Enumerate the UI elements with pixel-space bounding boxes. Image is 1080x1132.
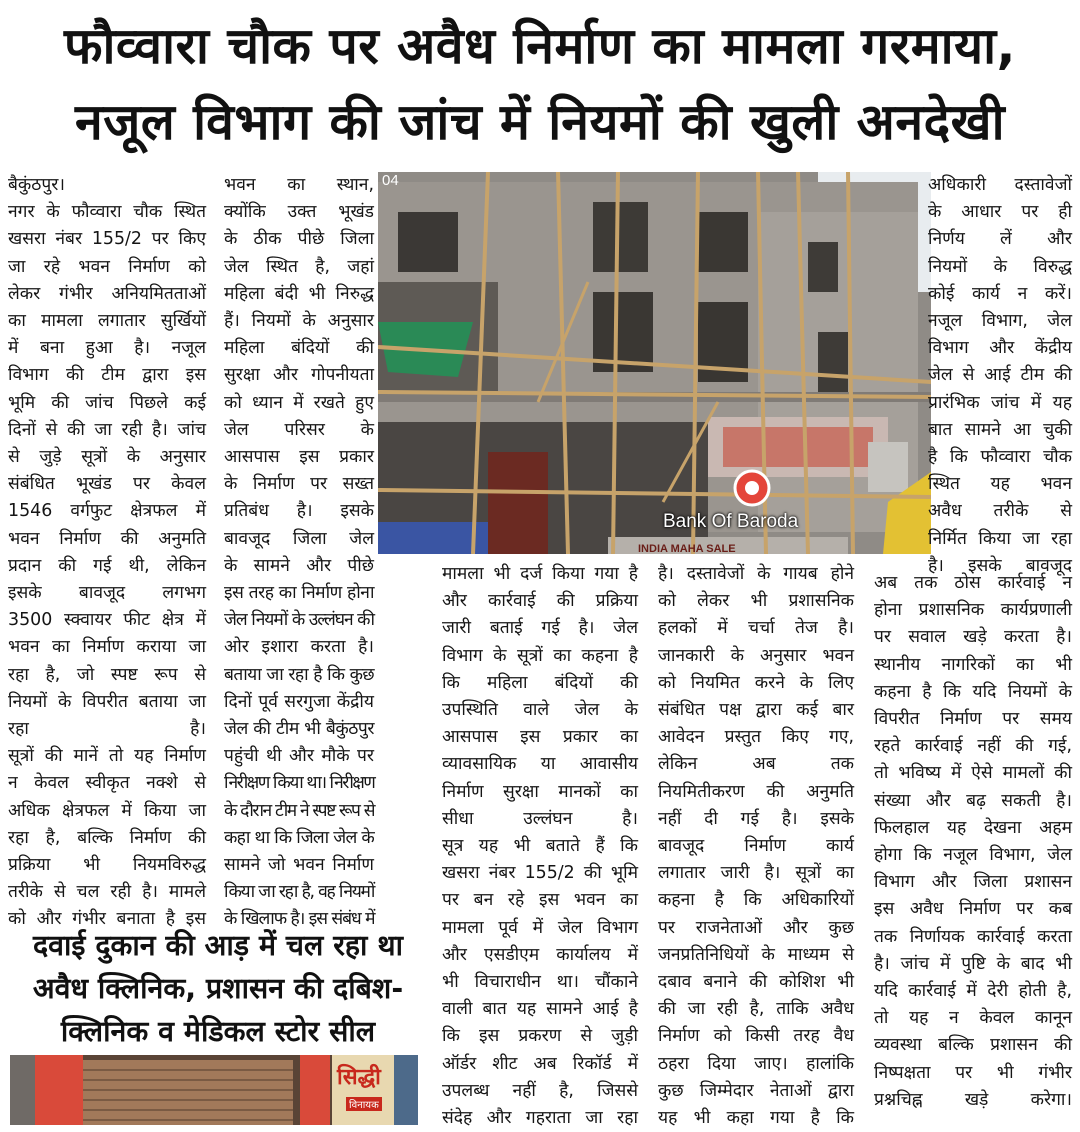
article-line: बावजूद जिला जेल (224, 528, 374, 549)
article-line: आवेदन प्रस्तुत किए गए, (658, 727, 854, 748)
article-line: सामने जो भवन निर्माण (224, 855, 374, 876)
article-line: प्रारंभिक जांच में यह (928, 392, 1072, 413)
article-line: महिला बंदी भी निरुद्ध (224, 283, 374, 304)
article-line: विभाग और केंद्रीय (928, 338, 1072, 359)
article-line: से जुड़े सूत्रों के अनुसार (8, 447, 206, 468)
article-line: पहुंची थी और मौके पर (224, 746, 374, 767)
article-line: निरीक्षण किया था। निरीक्षण (224, 773, 375, 794)
article-line: प्रक्रिया भी नियमविरुद्ध (8, 855, 206, 876)
article-line: जारी बताई गई है। जेल (442, 618, 638, 639)
article-line: व्यवस्था बल्कि प्रशासन की (874, 1035, 1072, 1056)
article-line: बावजूद निर्माण कार्य (658, 836, 854, 857)
article-line: उपलब्ध नहीं है, जिससे (442, 1080, 638, 1101)
article-line: निष्पक्षता पर भी गंभीर (874, 1062, 1072, 1083)
second-story-headline-line-2: अवैध क्लिनिक, प्रशासन की दबिश- (32, 972, 404, 1005)
article-line: अधिक क्षेत्रफल में किया जा (8, 800, 206, 821)
article-column-1 (8, 172, 206, 934)
article-line: विपरीत निर्माण पर समय (874, 709, 1072, 730)
article-line: यह भी कहा गया है कि (658, 1108, 854, 1129)
article-line: नियमितीकरण की अनुमति (658, 781, 854, 802)
article-line: रहा है। (8, 719, 206, 740)
construction-photo (378, 172, 931, 554)
article-line: निर्माण सुरक्षा मानकों का (442, 781, 638, 802)
article-line: भवन का स्थान, (224, 175, 374, 195)
article-line: खसरा नंबर 155/2 की भूमि (442, 863, 638, 884)
article-line: इस तरह का निर्माण होना (224, 583, 374, 604)
article-line: भवन का निर्माण कराया जा (8, 637, 206, 658)
article-line: संख्या और बढ़ सकती है। (874, 790, 1072, 811)
article-line: जेल स्थित है, जहां (224, 256, 374, 277)
article-line: के दौरान टीम ने स्पष्ट रूप से (224, 800, 374, 821)
article-line: भवन निर्माण की अनुमति (8, 528, 206, 549)
article-line: बताया जा रहा है कि कुछ (224, 664, 374, 685)
photo-counter: 04 (382, 172, 399, 189)
article-line: किया जा रहा है, वह नियमों (224, 882, 374, 903)
article-line: तरीके से चल रही है। मामले (8, 882, 206, 903)
article-line: महिला बंदियों की (224, 338, 374, 359)
article-line: विभाग की टीम द्वारा इस (8, 365, 206, 386)
article-line: इसके बावजूद लगभग (8, 583, 206, 604)
medical-store-photo (10, 1055, 418, 1125)
building-illustration (378, 172, 931, 554)
article-line: वाली बात यह सामने आई है (442, 999, 638, 1020)
article-line: कि इस प्रकरण से जुड़ी (442, 1026, 638, 1047)
article-line: हलकों में चर्चा तेज है। (658, 618, 854, 639)
article-line: भी विचाराधीन था। चौंकाने (442, 972, 638, 993)
article-line: कहना है कि अधिकारियों (658, 890, 854, 911)
article-line: 3500 स्क्वायर फीट क्षेत्र में (8, 610, 206, 631)
article-line: जेल परिसर के (224, 419, 374, 440)
article-line: उपस्थिति वाले जेल के (442, 700, 638, 721)
article-line: सूत्रों की मानें तो यह निर्माण (8, 746, 206, 767)
article-line: सूत्र यह भी बताते हैं कि (442, 836, 638, 857)
article-line: सीधा उल्लंघन है। (442, 808, 638, 829)
article-line: रहा है, बल्कि निर्माण की (8, 827, 206, 848)
article-line: में बना हुआ है। नजूल (8, 338, 206, 359)
store-sign-subtext: विनायक (346, 1097, 382, 1111)
article-line: निर्माण को किसी तरह वैध (658, 1026, 854, 1047)
article-line: बैकुंठपुर। (8, 175, 65, 195)
article-line: तो यह न केवल कानून (874, 1008, 1072, 1029)
article-line: संबंधित भूखंड पर केवल (8, 474, 206, 495)
main-headline-line-2: नजूल विभाग की जांच में नियमों की खुली अनदेखी (74, 93, 1006, 151)
article-line: जेल की टीम भी बैकुंठपुर (224, 719, 374, 740)
article-line: इस अवैध निर्माण पर कब (874, 899, 1072, 920)
article-line: न केवल स्वीकृत नक्शे से (8, 773, 206, 794)
article-line: जनप्रतिनिधियों के माध्यम से (658, 944, 854, 965)
second-story-headline-line-3: क्लिनिक व मेडिकल स्टोर सील (60, 1015, 376, 1048)
article-line: लेकिन अब तक (658, 754, 854, 775)
article-line: ठहरा दिया जाए। हालांकि (658, 1053, 854, 1074)
article-line: ओर इशारा करता है। (224, 637, 374, 658)
article-line: कोई कार्य न करें। (928, 283, 1072, 304)
article-line: खसरा नंबर 155/2 पर किए (8, 229, 206, 250)
article-line: के खिलाफ है। इस संबंध में (224, 909, 375, 930)
article-line: दिनों से की जा रही है। जांच (8, 419, 206, 440)
article-line: अवैध तरीके से (928, 501, 1072, 522)
article-line: को ध्यान में रखते हुए (224, 392, 374, 413)
article-line: पर राजनेताओं और कुछ (658, 917, 854, 938)
article-line: भूमि की जांच पिछले कई (8, 392, 206, 413)
article-line: प्रतिबंध है। इसके (224, 501, 374, 522)
article-line: यदि कार्रवाई में देरी होती है, (874, 981, 1072, 1002)
article-line: बात सामने आ चुकी (928, 419, 1072, 440)
article-line: हैं। नियमों के अनुसार (224, 311, 374, 332)
article-line: स्थित यह भवन (928, 474, 1072, 495)
article-line: लगातार जारी है। सूत्रों का (658, 863, 854, 884)
article-line: कहा था कि जिला जेल के (224, 827, 374, 848)
article-line: को नियमित करने के लिए (658, 672, 854, 693)
article-line: ऑर्डर शीट अब रिकॉर्ड में (442, 1053, 638, 1074)
article-line: का मामला लगातार सुर्खियों (8, 311, 206, 332)
article-line: है। दस्तावेजों के गायब होने (658, 564, 854, 584)
article-line: के आधार पर ही (928, 202, 1072, 223)
article-line: जानकारी के अनुसार भवन (658, 645, 854, 666)
store-sign-text: सिद्धी (337, 1065, 381, 1090)
article-line: स्थानीय नागरिकों का भी (874, 654, 1072, 675)
article-line: संबंधित पक्ष द्वारा कई बार (658, 700, 854, 721)
article-line: फिलहाल यह देखना अहम (874, 817, 1072, 838)
map-location-label: Bank Of Baroda (663, 511, 799, 532)
article-line: कि महिला बंदियों की (442, 672, 638, 693)
article-line: होना प्रशासनिक कार्यप्रणाली (874, 600, 1072, 621)
article-line: दबाव बनाने की कोशिश भी (658, 972, 854, 993)
article-line: तो भविष्य में ऐसे मामलों की (874, 763, 1072, 784)
article-line: और एसडीएम कार्यालय में (442, 944, 638, 965)
article-line: है। जांच में पुष्टि के बाद भी (874, 953, 1072, 974)
article-line: जेल से आई टीम की (928, 365, 1072, 386)
article-line: प्रश्नचिह्न खड़े करेगा। (874, 1089, 1072, 1110)
article-line: नहीं दी गई है। इसके (658, 808, 854, 829)
article-line: और कार्रवाई की प्रक्रिया (442, 591, 638, 612)
article-line: अधिकारी दस्तावेजों (928, 175, 1072, 195)
article-column-3 (442, 561, 638, 1132)
article-line: जेल नियमों के उल्लंघन की (224, 610, 374, 631)
article-line: प्रदान की गई थी, लेकिन (8, 555, 206, 576)
main-headline-line-1: फौव्वारा चौक पर अवैध निर्माण का मामला गरमाया, (63, 17, 1017, 75)
article-line: है। इसके बावजूद (928, 555, 1072, 576)
article-line: की जा रही है, ताकि अवैध (658, 999, 854, 1020)
article-line: के ठीक पीछे जिला (224, 229, 374, 250)
article-line: नगर के फौव्वारा चौक स्थित (8, 202, 206, 223)
article-line: कुछ जिम्मेदार नेताओं द्वारा (658, 1080, 854, 1101)
article-line: रहते कार्रवाई नहीं की गई, (874, 736, 1072, 757)
article-line: क्योंकि उक्त भूखंड (224, 202, 374, 223)
article-line: दिनों पूर्व सरगुजा केंद्रीय (224, 691, 374, 712)
article-line: मामला पूर्व में जेल विभाग (442, 917, 638, 938)
article-line: तक निर्णायक कार्रवाई करता (874, 926, 1072, 947)
article-column-5-bottom (874, 570, 1072, 1114)
article-line: सुरक्षा और गोपनीयता (224, 365, 374, 386)
store-banner-text: INDIA MAHA SALE (638, 543, 736, 554)
article-line: लेकर गंभीर अनियमितताओं (8, 283, 206, 304)
article-line: के सामने और पीछे (224, 555, 374, 576)
article-column-4 (658, 561, 854, 1132)
article-line: संदेह और गहराता जा रहा (442, 1108, 638, 1129)
article-line: अब तक ठोस कार्रवाई न (874, 573, 1072, 593)
article-line: नियमों के विरुद्ध (928, 256, 1072, 277)
article-line: जा रहे भवन निर्माण को (8, 256, 206, 277)
article-line: होगा कि नजूल विभाग, जेल (874, 845, 1072, 866)
article-line: आसपास इस प्रकार का (442, 727, 638, 748)
second-story-headline-line-1: दवाई दुकान की आड़ में चल रहा था (33, 929, 403, 962)
article-line: रहा है, जो स्पष्ट रूप से (8, 664, 206, 685)
article-line: पर सवाल खड़े करता है। (874, 627, 1072, 648)
article-line: को और गंभीर बनाता है इस (8, 909, 206, 930)
article-column-2 (224, 172, 374, 934)
article-line: के निर्माण पर सख्त (224, 474, 374, 495)
article-line: पर बन रहे इस भवन का (442, 890, 638, 911)
article-line: निर्णय लें और (928, 229, 1072, 250)
article-line: आसपास इस प्रकार (224, 447, 374, 468)
article-line: है कि फौव्वारा चौक (928, 447, 1072, 468)
article-line: विभाग और जिला प्रशासन (874, 872, 1072, 893)
article-line: कहना है कि यदि नियमों के (874, 681, 1072, 702)
article-line: व्यावसायिक या आवासीय (442, 754, 638, 775)
article-line: निर्मित किया जा रहा (928, 528, 1072, 549)
article-line: मामला भी दर्ज किया गया है (442, 564, 638, 584)
article-column-5-top (928, 172, 1072, 580)
article-line: 1546 वर्गफुट क्षेत्रफल में (8, 501, 206, 522)
article-line: नियमों के विपरीत बताया जा (8, 691, 206, 712)
article-line: नजूल विभाग, जेल (928, 311, 1072, 332)
article-line: को लेकर भी प्रशासनिक (658, 591, 854, 612)
article-line: विभाग के सूत्रों का कहना है (442, 645, 638, 666)
